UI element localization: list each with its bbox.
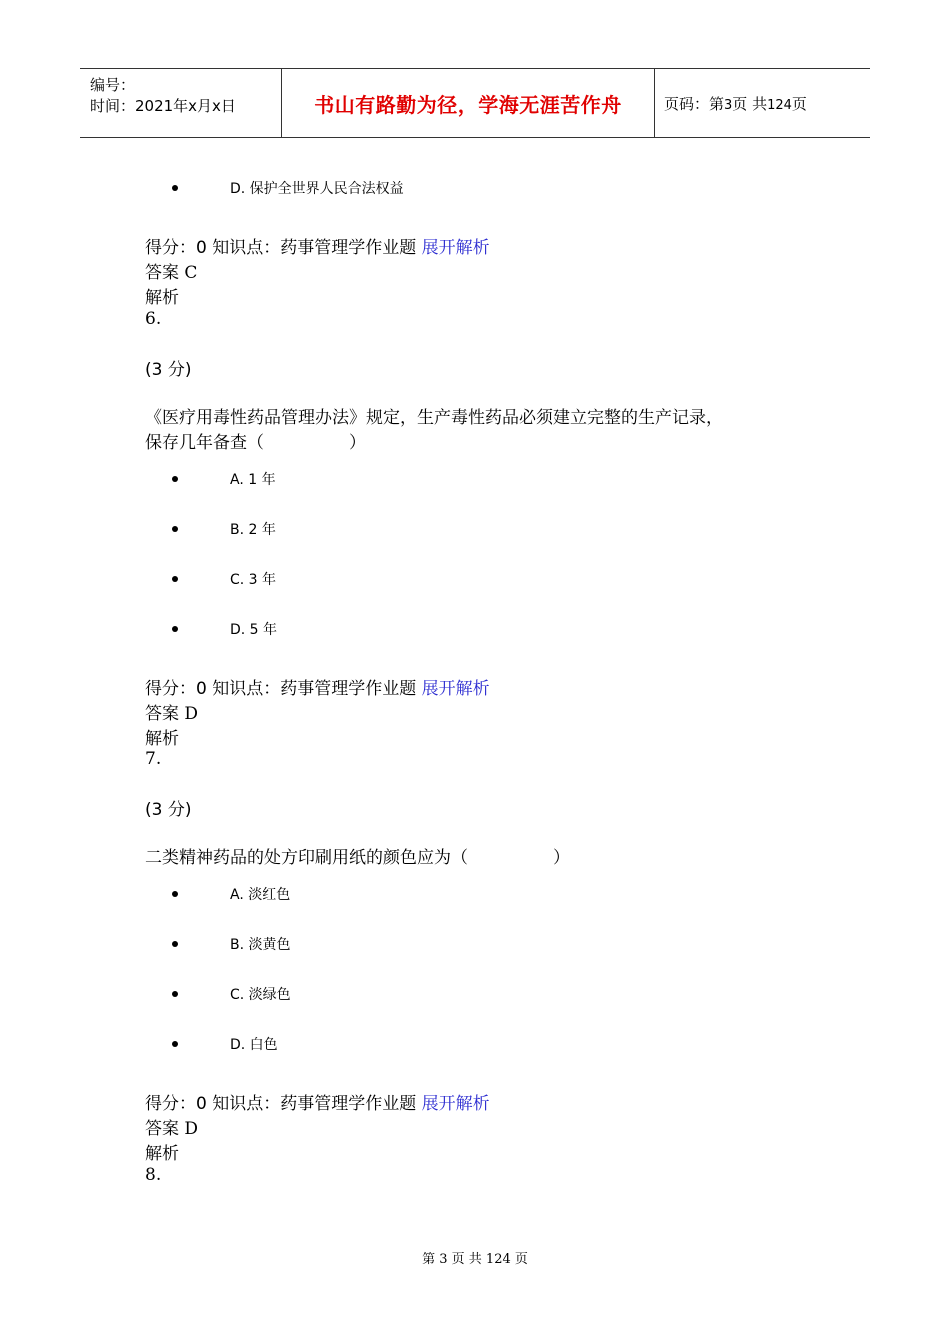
page-footer: 第 3 页 共 124 页 [422,1252,528,1267]
question-points: (3 分) [145,360,192,380]
question-stem-line2: 保存几年备查（ ） [145,433,366,453]
bullet [172,526,178,532]
score-line [145,233,490,258]
question-number: 6. [145,309,162,329]
bullet [172,626,178,632]
option-label: A. 淡红色 [230,887,291,903]
page-suffix: 页 [791,95,807,113]
score-line [145,1089,490,1114]
expand-analysis-link[interactable]: 展开解析 [421,1094,490,1114]
number-label: 编号： [90,76,136,94]
answer-text: 答案 C [145,263,198,283]
question-points: (3 分) [145,800,192,820]
bullet [172,991,178,997]
score-text: 得分：0 知识点：药事管理学作业题 [145,679,417,699]
score-text: 得分：0 知识点：药事管理学作业题 [145,1094,417,1114]
option-label: A. 1 年 [230,472,276,488]
page-mid: 页 共 [732,95,768,113]
bullet [172,576,178,582]
header-meta [90,75,236,117]
answer-text: 答案 D [145,1119,199,1139]
expand-analysis-link[interactable]: 展开解析 [421,679,490,699]
page-total: 124 [767,98,792,113]
option-label: B. 2 年 [230,522,276,538]
question-stem-line1: 《医疗用毒性药品管理办法》规定，生产毒性药品必须建立完整的生产记录， [145,408,723,428]
bullet [172,1041,178,1047]
option-label: B. 淡黄色 [230,937,291,953]
option-label: C. 3 年 [230,572,277,588]
answer-text: 答案 D [145,704,199,724]
option-label: D. 保护全世界人民合法权益 [230,181,404,197]
question-number: 8. [145,1165,162,1185]
option-label: C. 淡绿色 [230,987,291,1003]
score-text: 得分：0 知识点：药事管理学作业题 [145,238,417,258]
bullet [172,476,178,482]
question-stem: 二类精神药品的处方印刷用纸的颜色应为（ ） [145,848,570,868]
question-number: 7. [145,749,162,769]
header-divider [654,69,655,137]
page-prefix: 页码：第 [664,95,725,113]
bullet [172,891,178,897]
option-label: D. 白色 [230,1037,278,1053]
analysis-label: 解析 [145,1144,179,1164]
page-header [80,68,870,138]
expand-analysis-link[interactable]: 展开解析 [421,238,490,258]
header-page-info [664,93,807,114]
analysis-label: 解析 [145,729,179,749]
time-label: 时间：2021年x月x日 [90,97,236,115]
page-number: 3 [724,98,733,113]
analysis-label: 解析 [145,288,179,308]
bullet [172,185,178,191]
option-label: D. 5 年 [230,622,278,638]
bullet [172,941,178,947]
score-line [145,674,490,699]
header-motto: 书山有路勤为径，学海无涯苦作舟 [314,92,622,117]
